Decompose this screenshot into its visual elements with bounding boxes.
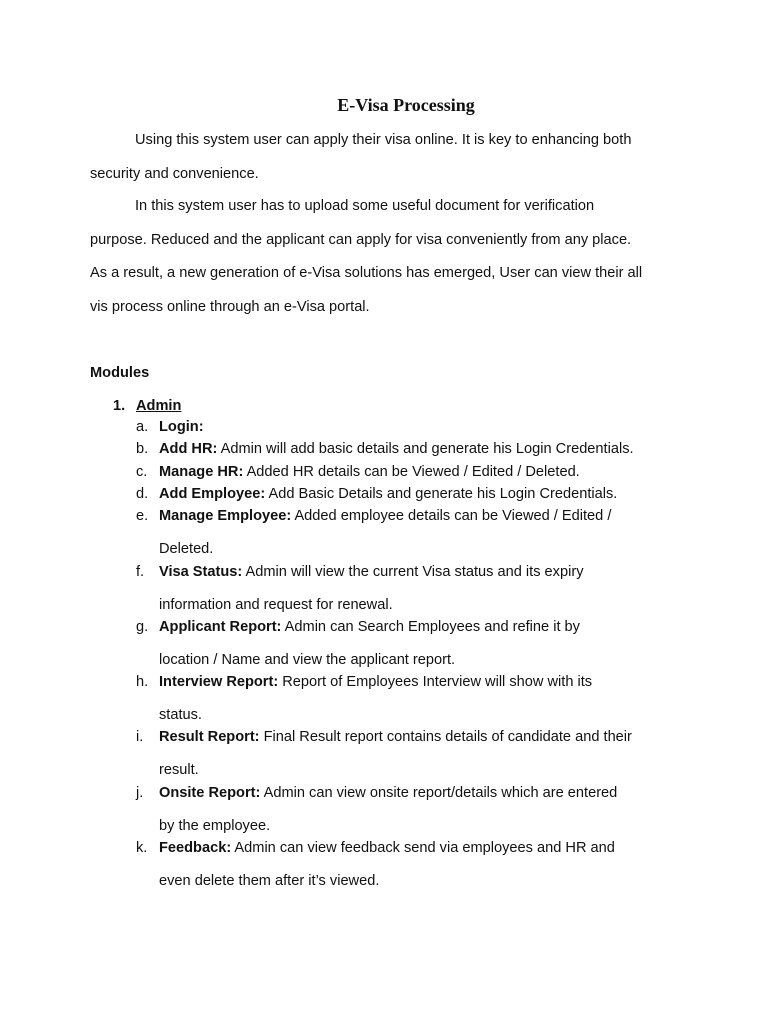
list-item-description: Admin will view the current Visa status and its expiry xyxy=(242,564,584,580)
list-item-description: Report of Employees Interview will show with its xyxy=(278,674,593,690)
list-item-description: Admin will add basic details and generate his Login Credentials. xyxy=(217,441,634,457)
list-item-description: Admin can Search Employees and refine it by xyxy=(281,619,580,635)
list-item-continuation: result. xyxy=(159,762,199,778)
section-number: 1. xyxy=(113,398,126,414)
list-item-label: Result Report: xyxy=(159,729,260,745)
list-item-text xyxy=(159,782,684,837)
list-item-letter: i. xyxy=(136,729,144,745)
intro-paragraph-1: Using this system user can apply their visa online. It is key to enhancing both security and convenience. xyxy=(90,132,632,182)
list-item-description: Add Basic Details and generate his Login Credentials. xyxy=(265,486,618,502)
list-item-text xyxy=(159,483,684,505)
list-item-label: Onsite Report: xyxy=(159,785,261,801)
list-item-description: Final Result report contains details of candidate and their xyxy=(259,729,632,745)
list-item-text xyxy=(159,671,684,726)
list-item-text xyxy=(159,616,684,671)
list-item-letter: a. xyxy=(136,419,149,435)
list-item-continuation: status. xyxy=(159,707,202,723)
list-item-continuation: even delete them after it’s viewed. xyxy=(159,873,380,889)
list-item-letter: d. xyxy=(136,486,149,502)
list-item-continuation: location / Name and view the applicant report. xyxy=(159,652,456,668)
list-item-description: Admin can view onsite report/details which are entered xyxy=(260,785,618,801)
list-item-letter: g. xyxy=(136,619,149,635)
list-item-text xyxy=(159,416,684,438)
list-item-description: Added HR details can be Viewed / Edited / Deleted. xyxy=(243,464,580,480)
list-item-label: Visa Status: xyxy=(159,564,243,580)
list-item-text xyxy=(159,726,684,781)
list-item-description: Admin can view feedback send via employees and HR and xyxy=(231,840,615,856)
list-item-label: Add Employee: xyxy=(159,486,266,502)
list-item-label: Feedback: xyxy=(159,840,232,856)
section-title-admin: Admin xyxy=(136,398,182,414)
list-item-text xyxy=(159,561,684,616)
list-item-label: Login: xyxy=(159,419,204,435)
document-title: E-Visa Processing xyxy=(337,95,475,115)
list-item-continuation: by the employee. xyxy=(159,818,271,834)
list-item-letter: c. xyxy=(136,464,148,480)
modules-heading: Modules xyxy=(90,365,150,381)
list-item-text xyxy=(159,505,684,560)
list-item-label: Manage Employee: xyxy=(159,508,292,524)
list-item-letter: e. xyxy=(136,508,149,524)
list-item-continuation: information and request for renewal. xyxy=(159,597,393,613)
list-item-text xyxy=(159,461,684,483)
list-item-letter: j. xyxy=(136,785,144,801)
list-item-continuation: Deleted. xyxy=(159,541,214,557)
list-item-label: Interview Report: xyxy=(159,674,279,690)
list-item-label: Add HR: xyxy=(159,441,218,457)
list-item-label: Manage HR: xyxy=(159,464,244,480)
list-item-letter: k. xyxy=(136,840,148,856)
list-item-label: Applicant Report: xyxy=(159,619,282,635)
list-item-description: Added employee details can be Viewed / Edited / xyxy=(291,508,612,524)
list-item-letter: b. xyxy=(136,441,149,457)
intro-paragraph-2: In this system user has to upload some useful document for verification purpose. Reduced and the applicant can apply for visa conveniently from any place. As a result, a new generation of e-Visa solutions has emerged, User can view their all vis process online through an e-Visa portal. xyxy=(90,198,643,315)
list-item-text xyxy=(159,438,684,460)
list-item-text xyxy=(159,837,684,892)
list-item-letter: f. xyxy=(136,564,145,580)
list-item-letter: h. xyxy=(136,674,149,690)
